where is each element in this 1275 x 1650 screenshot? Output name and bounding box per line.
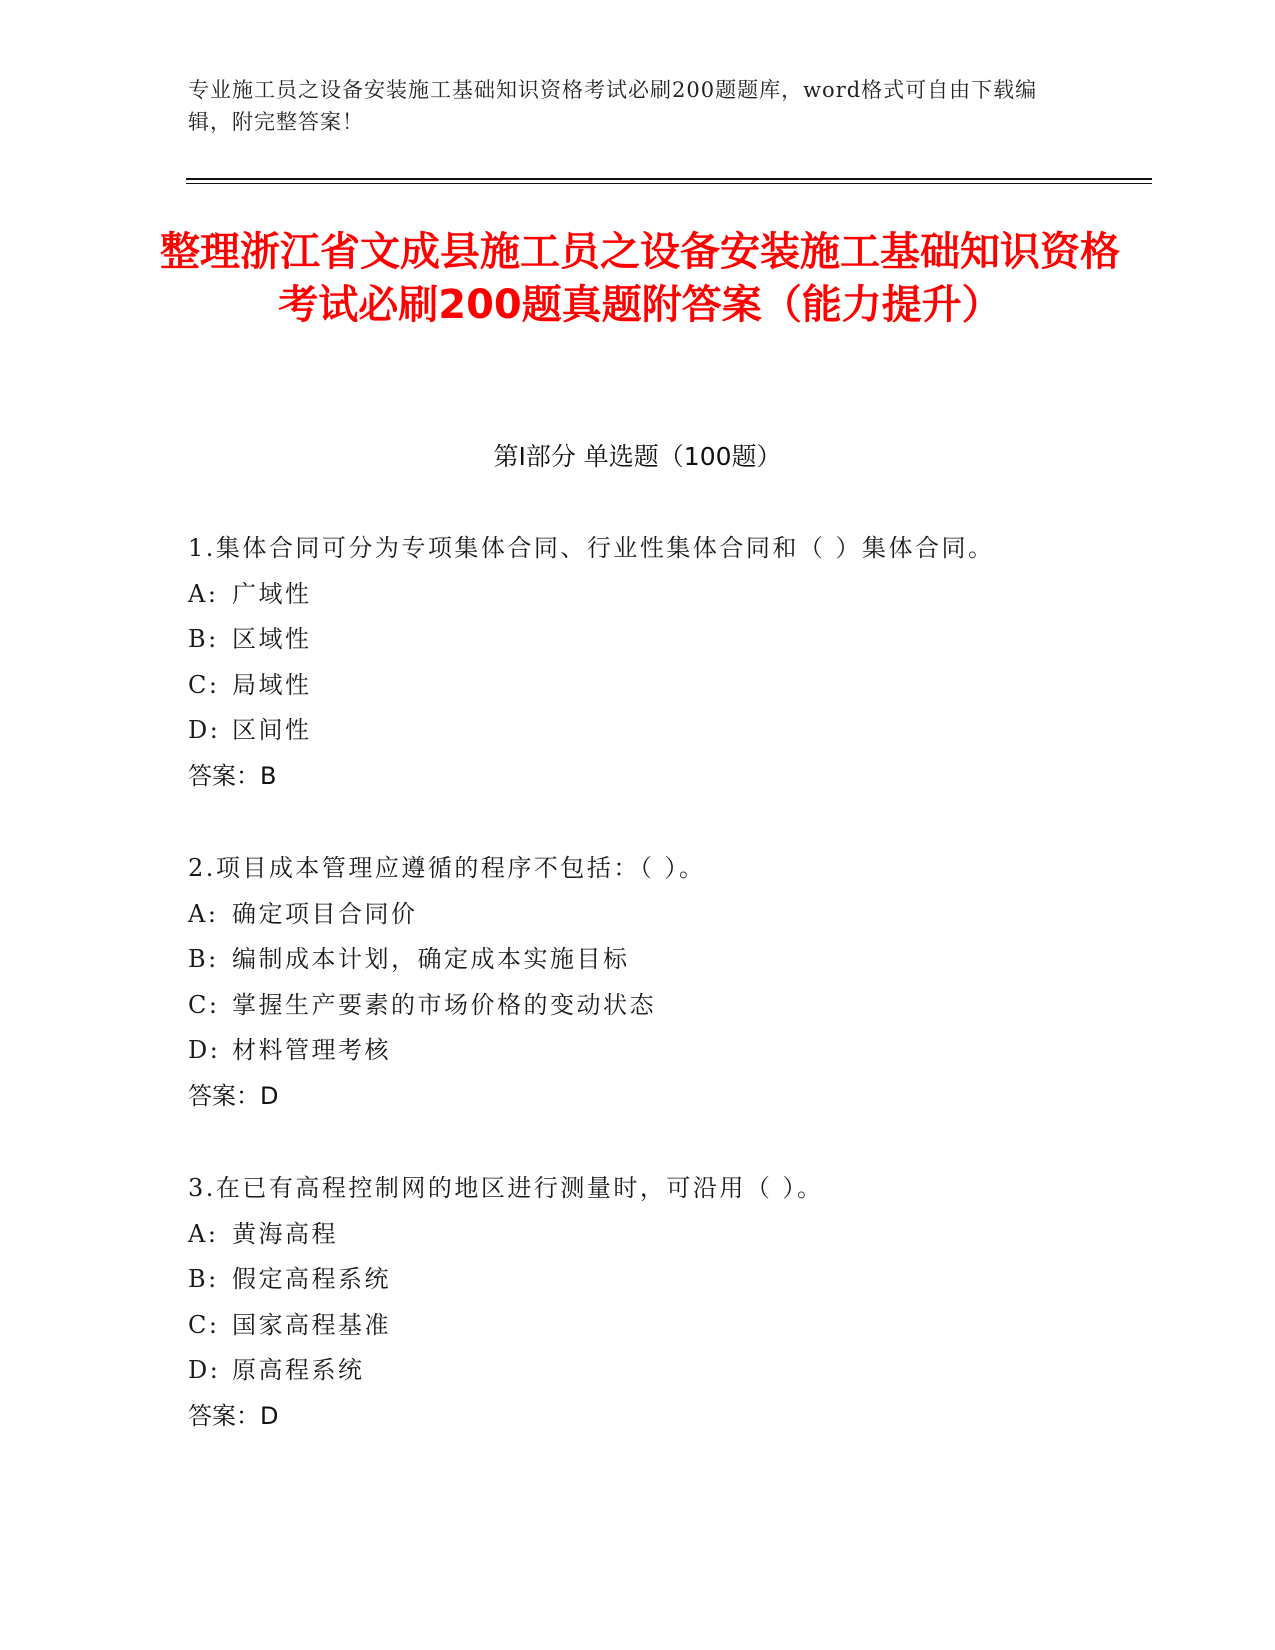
answer xyxy=(188,754,1148,800)
option-key: A: xyxy=(188,899,219,928)
answer-label: 答案： xyxy=(188,1081,260,1110)
question-text: 项目成本管理应遵循的程序不包括：（ ）。 xyxy=(215,854,706,882)
option-text: 黄海高程 xyxy=(232,1219,338,1248)
question-number: 1. xyxy=(188,534,216,562)
option-text: 国家高程基准 xyxy=(232,1310,391,1339)
option-text: 区域性 xyxy=(232,625,312,653)
answer-value: B xyxy=(260,761,277,790)
option-key: B: xyxy=(188,1265,219,1293)
option-a xyxy=(188,572,1148,618)
option-key: D: xyxy=(188,716,221,744)
option-text: 假定高程系统 xyxy=(232,1265,391,1293)
option-c xyxy=(188,1303,1148,1349)
header-divider-thick xyxy=(186,178,1152,180)
option-text: 掌握生产要素的市场价格的变动状态 xyxy=(232,990,656,1019)
answer-label: 答案： xyxy=(188,1401,260,1430)
option-c xyxy=(188,983,1148,1029)
option-key: C: xyxy=(188,1310,220,1339)
option-key: D: xyxy=(188,1356,221,1384)
option-text: 广域性 xyxy=(232,579,312,608)
option-d xyxy=(188,708,1148,754)
option-a xyxy=(188,892,1148,938)
section-heading: 第Ⅰ部分 单选题（100题） xyxy=(493,442,782,471)
question-2 xyxy=(188,846,1148,1119)
option-key: B: xyxy=(188,945,219,973)
header-note: 专业施工员之设备安装施工基础知识资格考试必刷200题题库，word格式可自由下载编辑，附完整答案！ xyxy=(188,78,1038,134)
question-stem xyxy=(188,846,1148,892)
question-number: 3. xyxy=(188,1174,216,1202)
question-text: 集体合同可分为专项集体合同、行业性集体合同和（ ）集体合同。 xyxy=(215,534,995,562)
answer-value: D xyxy=(260,1401,279,1430)
option-key: A: xyxy=(188,1219,219,1248)
option-d xyxy=(188,1028,1148,1074)
option-text: 局域性 xyxy=(232,670,312,699)
answer-label: 答案： xyxy=(188,761,260,790)
option-text: 材料管理考核 xyxy=(232,1036,391,1064)
answer-value: D xyxy=(260,1081,279,1110)
option-a xyxy=(188,1212,1148,1258)
option-key: B: xyxy=(188,625,219,653)
question-text: 在已有高程控制网的地区进行测量时，可沿用（ ）。 xyxy=(215,1174,824,1202)
option-text: 编制成本计划，确定成本实施目标 xyxy=(232,945,630,973)
option-key: C: xyxy=(188,990,220,1019)
answer xyxy=(188,1074,1148,1120)
question-stem xyxy=(188,1166,1148,1212)
question-stem xyxy=(188,526,1148,572)
option-d xyxy=(188,1348,1148,1394)
question-1 xyxy=(188,526,1148,799)
option-b xyxy=(188,617,1148,663)
header-divider-thin xyxy=(186,183,1152,184)
question-3 xyxy=(188,1166,1148,1439)
option-key: D: xyxy=(188,1036,221,1064)
answer xyxy=(188,1394,1148,1440)
document-title: 整理浙江省文成县施工员之设备安装施工基础知识资格考试必刷200题真题附答案（能力提升） xyxy=(160,229,1120,328)
option-text: 确定项目合同价 xyxy=(232,899,418,928)
option-b xyxy=(188,937,1148,983)
option-b xyxy=(188,1257,1148,1303)
option-text: 原高程系统 xyxy=(232,1356,365,1384)
option-text: 区间性 xyxy=(232,716,312,744)
question-number: 2. xyxy=(188,854,216,882)
option-key: C: xyxy=(188,670,220,699)
option-key: A: xyxy=(188,579,219,608)
option-c xyxy=(188,663,1148,709)
question-list xyxy=(188,526,1148,1486)
